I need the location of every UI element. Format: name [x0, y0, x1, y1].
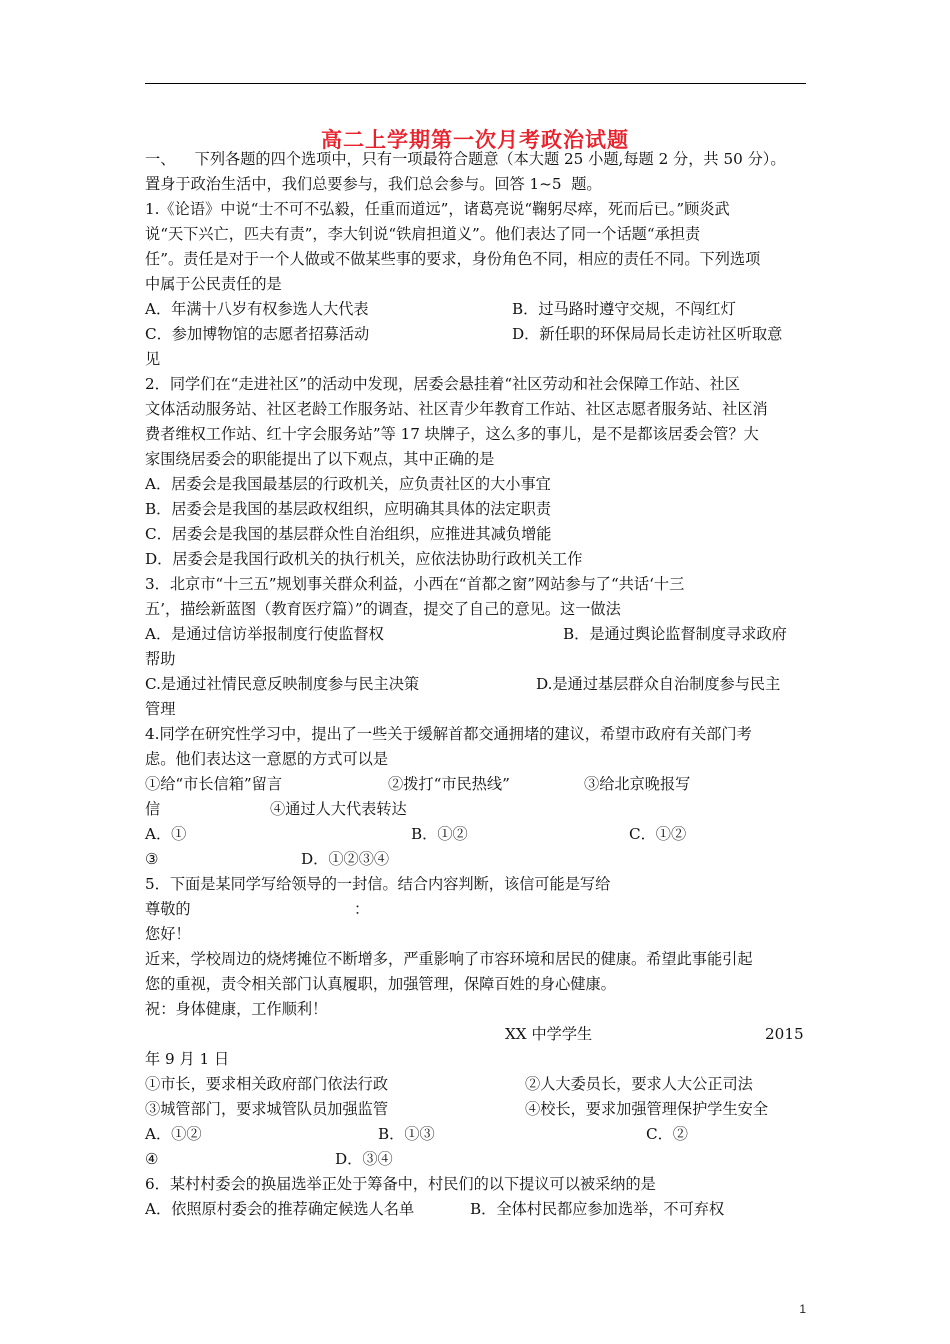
text-line	[145, 422, 807, 447]
line-text: 您的重视，责令相关部门认真履职，加强管理，保障百姓的身心健康。	[145, 975, 616, 993]
letter-salutation	[145, 897, 807, 922]
line-text: 近来，学校周边的烧烤摊位不断增多，严重影响了市容环境和居民的健康。希望此事能引起	[145, 950, 753, 968]
line-text: D．居委会是我国行政机关的执行机关，应依法协助行政机关工作	[145, 550, 583, 568]
text-line	[145, 247, 807, 272]
salutation-text: 尊敬的	[145, 900, 191, 918]
text-line	[145, 222, 807, 247]
signature-year: 2015	[765, 1025, 804, 1043]
signature-name: XX 中学学生	[505, 1025, 593, 1043]
line-text: 费者维权工作站、红十字会服务站”等 17 块牌子，这么多的事儿，是不是都该居委会管？大	[145, 425, 759, 443]
option-d: D．①②③④	[301, 850, 390, 868]
line-text: A．居委会是我国最基层的行政机关，应负责社区的大小事宜	[145, 475, 551, 493]
option-line	[145, 847, 807, 872]
choice-2: ②人大委员长，要求人大公正司法	[525, 1075, 753, 1093]
line-text: 中属于公民责任的是	[145, 275, 282, 293]
text-line	[145, 997, 807, 1022]
text-line	[145, 147, 807, 172]
option-line	[145, 622, 807, 647]
choice-line	[145, 1072, 807, 1097]
choice-3: ③给北京晚报写	[584, 775, 691, 793]
option-d: D．③④	[335, 1150, 393, 1168]
option-c: C．参加博物馆的志愿者招募活动	[145, 325, 370, 343]
text-line	[145, 1172, 807, 1197]
option-line	[145, 672, 807, 697]
line-text: 2．同学们在“走进社区”的活动中发现，居委会悬挂着“社区劳动和社会保障工作站、社区	[145, 375, 740, 393]
line-text: 1.《论语》中说“士不可不弘毅，任重而道远”，诸葛亮说“鞠躬尽瘁，死而后已。”顾炎武	[145, 200, 730, 218]
text-line	[145, 972, 807, 997]
option-line	[145, 1147, 807, 1172]
option-line	[145, 1197, 807, 1222]
text-line	[145, 547, 807, 572]
line-text: 3．北京市“十三五”规划事关群众利益，小西在“首都之窗”网站参与了“共话‘十三	[145, 575, 685, 593]
option-b: B．过马路时遵守交规，不闯红灯	[512, 300, 736, 318]
option-line	[145, 322, 807, 347]
option-d: D．新任职的环保局局长走访社区听取意	[512, 325, 783, 343]
text-line	[145, 872, 807, 897]
choice-2: ②拨打“市民热线”	[388, 775, 510, 793]
line-text: B．居委会是我国的基层政权组织，应明确其具体的法定职责	[145, 500, 552, 518]
option-c-cont: ③	[145, 850, 159, 868]
option-a: A．是通过信访举报制度行使监督权	[145, 625, 384, 643]
text-line	[145, 197, 807, 222]
line-text: 文体活动服务站、社区老龄工作服务站、社区青少年教育工作站、社区志愿者服务站、社区消	[145, 400, 768, 418]
text-line	[145, 722, 807, 747]
option-b: B．①②	[411, 825, 468, 843]
choice-4: ④通过人大代表转达	[270, 800, 407, 818]
option-b: B．①③	[378, 1125, 435, 1143]
text-line	[145, 697, 807, 722]
text-line	[145, 922, 807, 947]
choice-3-cont: 信	[145, 800, 161, 818]
letter-signature	[145, 1022, 807, 1047]
option-line	[145, 822, 807, 847]
line-text: 5．下面是某同学写给领导的一封信。结合内容判断，该信可能是写给	[145, 875, 611, 893]
line-text: 见	[145, 350, 161, 368]
text-line	[145, 472, 807, 497]
header-rule	[145, 83, 806, 84]
line-text: 年 9 月 1 日	[145, 1050, 230, 1068]
salutation-colon: ：	[354, 900, 370, 918]
line-text: 家围绕居委会的职能提出了以下观点，其中正确的是	[145, 450, 495, 468]
text-line	[145, 1047, 807, 1072]
text-line	[145, 497, 807, 522]
line-text: 虑。他们表达这一意愿的方式可以是	[145, 750, 388, 768]
line-text: C．居委会是我国的基层群众性自治组织，应推进其减负增能	[145, 525, 552, 543]
line-text: 6．某村村委会的换届选举正处于筹备中，村民们的以下提议可以被采纳的是	[145, 1175, 656, 1193]
page-number: 1	[799, 1302, 806, 1316]
text-line	[145, 172, 807, 197]
line-text: 任”。责任是对于一个人做或不做某些事的要求，身份角色不同，相应的责任不同。下列选项	[145, 250, 761, 268]
text-line	[145, 347, 807, 372]
choice-3: ③城管部门，要求城管队员加强监管	[145, 1100, 388, 1118]
line-text: 管理	[145, 700, 176, 718]
text-line	[145, 397, 807, 422]
choice-4: ④校长，要求加强管理保护学生安全	[525, 1100, 768, 1118]
text-line	[145, 447, 807, 472]
line-text: 4.同学在研究性学习中，提出了一些关于缓解首都交通拥堵的建议，希望市政府有关部门考	[145, 725, 752, 743]
option-c: C.是通过社情民意反映制度参与民主决策	[145, 675, 420, 693]
text-line	[145, 647, 807, 672]
line-text: 祝：身体健康，工作顺利！	[145, 1000, 328, 1018]
option-a: A．年满十八岁有权参选人大代表	[145, 300, 369, 318]
document-title: 高二上学期第一次月考政治试题	[321, 127, 629, 152]
option-line	[145, 1122, 807, 1147]
text-line	[145, 372, 807, 397]
text-line	[145, 947, 807, 972]
option-line	[145, 297, 807, 322]
option-a: A．①②	[145, 1125, 202, 1143]
option-c: C．②	[646, 1125, 688, 1143]
exam-body	[145, 147, 807, 1222]
choice-line	[145, 772, 807, 797]
choice-line	[145, 797, 807, 822]
line-text: 五’，描绘新蓝图（教育医疗篇）”的调查，提交了自己的意见。这一做法	[145, 600, 621, 618]
option-c: C．①②	[629, 825, 687, 843]
choice-1: ①市长，要求相关政府部门依法行政	[145, 1075, 388, 1093]
line-text: 一、 下列各题的四个选项中，只有一项最符合题意（本大题 25 小题,每题 2 分，共 50 分）。	[145, 150, 786, 168]
text-line	[145, 747, 807, 772]
choice-1: ①给“市长信箱”留言	[145, 775, 283, 793]
line-text: 说“天下兴亡，匹夫有责”，李大钊说“铁肩担道义”。他们表达了同一个话题“承担责	[145, 225, 701, 243]
text-line	[145, 597, 807, 622]
text-line	[145, 272, 807, 297]
option-c-cont: ④	[145, 1150, 159, 1168]
option-b: B．全体村民都应参加选举，不可弃权	[470, 1200, 725, 1218]
line-text: 您好！	[145, 925, 191, 943]
text-line	[145, 522, 807, 547]
option-d: D.是通过基层群众自治制度参与民主	[536, 675, 781, 693]
choice-line	[145, 1097, 807, 1122]
option-a: A．①	[145, 825, 187, 843]
line-text: 置身于政治生活中，我们总要参与，我们总会参与。回答 1~5 题。	[145, 175, 602, 193]
option-a: A．依照原村委会的推荐确定候选人名单	[145, 1200, 415, 1218]
line-text: 帮助	[145, 650, 176, 668]
option-b: B．是通过舆论监督制度寻求政府	[563, 625, 787, 643]
text-line	[145, 572, 807, 597]
